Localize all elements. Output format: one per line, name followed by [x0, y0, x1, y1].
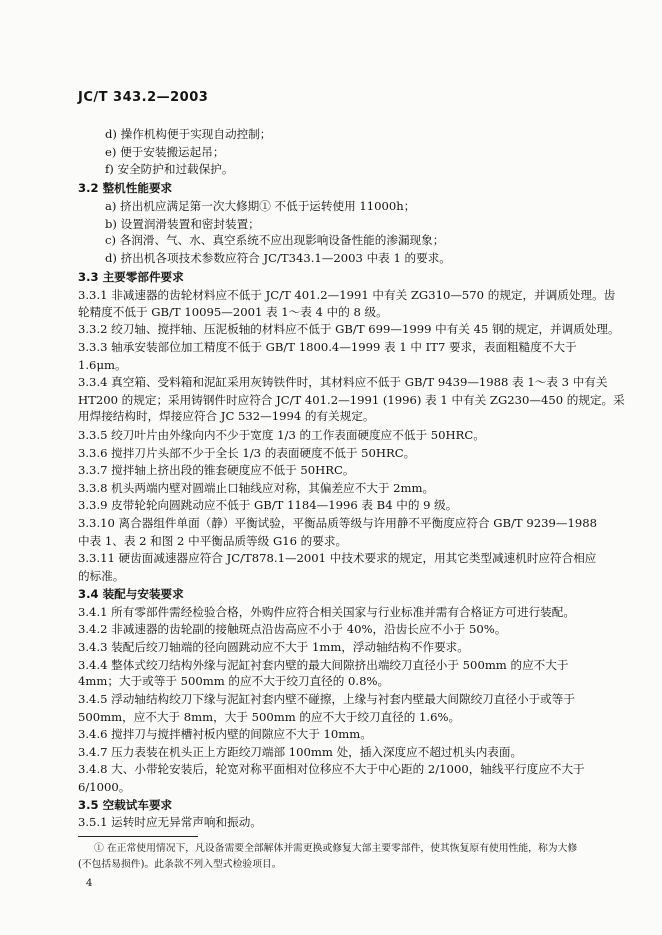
clause-3-4-3: 3.4.3 装配后绞刀轴端的径向圆跳动应不大于 1mm，浮动轴结构不作要求。	[78, 640, 469, 654]
clause-3-1-e: e) 便于安装搬运起吊；	[105, 145, 225, 159]
clause-3-4-8-cont: 6/1000。	[78, 780, 131, 794]
clause-3-3-10-cont: 中表 1、表 2 和图 2 中平衡品质等级 G16 的要求。	[78, 534, 348, 548]
section-3-2-heading: 3.2 整机性能要求	[78, 181, 173, 195]
section-3-5-heading: 3.5 空载试车要求	[78, 798, 173, 812]
clause-3-3-2: 3.3.2 绞刀轴、搅拌轴、压泥板轴的材料应不低于 GB/T 699—1999 中有关 45 钢的规定，并调质处理。	[78, 322, 620, 336]
section-3-4-heading: 3.4 装配与安装要求	[78, 587, 184, 601]
clause-3-3-1: 3.3.1 非减速器的齿轮材料应不低于 JC/T 401.2—1991 中有关 ZG310—570 的规定，并调质处理。齿	[78, 288, 616, 302]
clause-3-2-a: a) 挤出机应满足第一次大修期① 不低于运转使用 11000h；	[105, 199, 416, 213]
clause-3-5-1: 3.5.1 运转时应无异常声响和振动。	[78, 815, 262, 829]
clause-3-3-4: 3.3.4 真空箱、受料箱和泥缸采用灰铸铁件时，其材料应不低于 GB/T 9439—1988 表 1～表 3 中有关	[78, 375, 608, 389]
clause-3-4-4: 3.4.4 整体式绞刀结构外缘与泥缸衬套内壁的最大间隙挤出端绞刀直径小于 500mm 的应不大于	[78, 658, 569, 672]
standard-code-header: JC/T 343.2—2003	[78, 90, 209, 105]
clause-3-3-6: 3.3.6 搅拌刀片头部不少于全长 1/3 的表面硬度不低于 50HRC。	[78, 446, 416, 460]
clause-3-3-9: 3.3.9 皮带轮轮向圆跳动应不低于 GB/T 1184—1996 表 B4 中的 9 级。	[78, 498, 458, 512]
footnote-line: (不包括易损件)。此条款不列入型式检验项目。	[78, 859, 282, 870]
page-number: 4	[86, 878, 93, 889]
clause-3-3-11: 3.3.11 硬齿面减速器应符合 JC/T878.1—2001 中技术要求的规定，用其它类型减速机时应符合相应	[78, 551, 597, 565]
clause-3-3-11-cont: 的标准。	[78, 569, 125, 583]
clause-3-2-b: b) 设置润滑装置和密封装置；	[105, 217, 260, 231]
clause-3-4-7: 3.4.7 压力表装在机头正上方距绞刀端部 100mm 处，插入深度应不超过机头内表面。	[78, 745, 523, 759]
clause-3-2-d: d) 挤出机各项技术参数应符合 JC/T343.1—2003 中表 1 的要求。	[105, 251, 451, 265]
clause-3-3-7: 3.3.7 搅拌轴上挤出段的锥套硬度应不低于 50HRC。	[78, 463, 355, 477]
clause-3-4-4-cont: 4mm；大于或等于 500mm 的应不大于绞刀直径的 0.8%。	[78, 674, 390, 688]
clause-3-2-c: c) 各润滑、气、水、真空系统不应出现影响设备性能的渗漏现象；	[105, 233, 445, 247]
clause-3-3-4-cont2: 用焊接结构时，焊接应符合 JC 532—1994 的有关规定。	[78, 409, 375, 423]
clause-3-4-6: 3.4.6 搅拌刀与搅拌槽衬板内壁的间隙应不大于 10mm。	[78, 727, 372, 741]
clause-3-4-2: 3.4.2 非减速器的齿轮副的接触斑点沿齿高应不小于 40%，沿齿长应不小于 50%。	[78, 622, 507, 636]
clause-3-3-3-cont: 1.6μm。	[78, 358, 127, 372]
clause-3-3-8: 3.3.8 机头两端内壁对圆端止口轴线应对称，其偏差应不大于 2mm。	[78, 481, 435, 495]
clause-3-3-1-cont: 轮精度不低于 GB/T 10095—2001 表 1～表 4 中的 8 级。	[78, 305, 388, 319]
clause-3-1-d: d) 操作机构便于实现自动控制；	[105, 127, 272, 141]
clause-3-1-f: f) 安全防护和过载保护。	[105, 162, 234, 176]
clause-3-3-10: 3.3.10 离合器组件单面（静）平衡试验，平衡品质等级与许用静不平衡度应符合 GB/T 9239—1988	[78, 516, 597, 530]
clause-3-3-5: 3.3.5 绞刀叶片由外缘向内不少于宽度 1/3 的工作表面硬度应不低于 50HRC。	[78, 428, 485, 442]
footnote-rule	[78, 836, 198, 837]
clause-3-4-1: 3.4.1 所有零部件需经检验合格，外购件应符合相关国家与行业标准并需有合格证方可进行装配。	[78, 605, 575, 619]
clause-3-4-8: 3.4.8 大、小带轮安装后，轮宽对称平面相对位移应不大于中心距的 2/1000，轴线平行度应不大于	[78, 762, 585, 776]
footnote-line: ① 在正常使用情况下，凡设备需要全部解体并需更换或修复大部主要零部件，使其恢复原有使用性能，称为大修	[94, 843, 578, 854]
clause-3-3-3: 3.3.3 轴承安装部位加工精度不低于 GB/T 1800.4—1999 表 1 中 IT7 要求，表面粗糙度不大于	[78, 340, 577, 354]
section-3-3-heading: 3.3 主要零部件要求	[78, 270, 184, 284]
clause-3-4-5: 3.4.5 浮动轴结构绞刀下缘与泥缸衬套内壁不碰擦，上缘与衬套内壁最大间隙绞刀直径小于或等于	[78, 692, 575, 706]
clause-3-3-4-cont1: HT200 的规定；采用铸钢件时应符合 JC/T 401.2—1991 (1996) 表 1 中有关 ZG230—450 的规定。采	[78, 393, 625, 407]
clause-3-4-5-cont: 500mm，应不大于 8mm，大于 500mm 的应不大于绞刀直径的 1.6%。	[78, 710, 461, 724]
